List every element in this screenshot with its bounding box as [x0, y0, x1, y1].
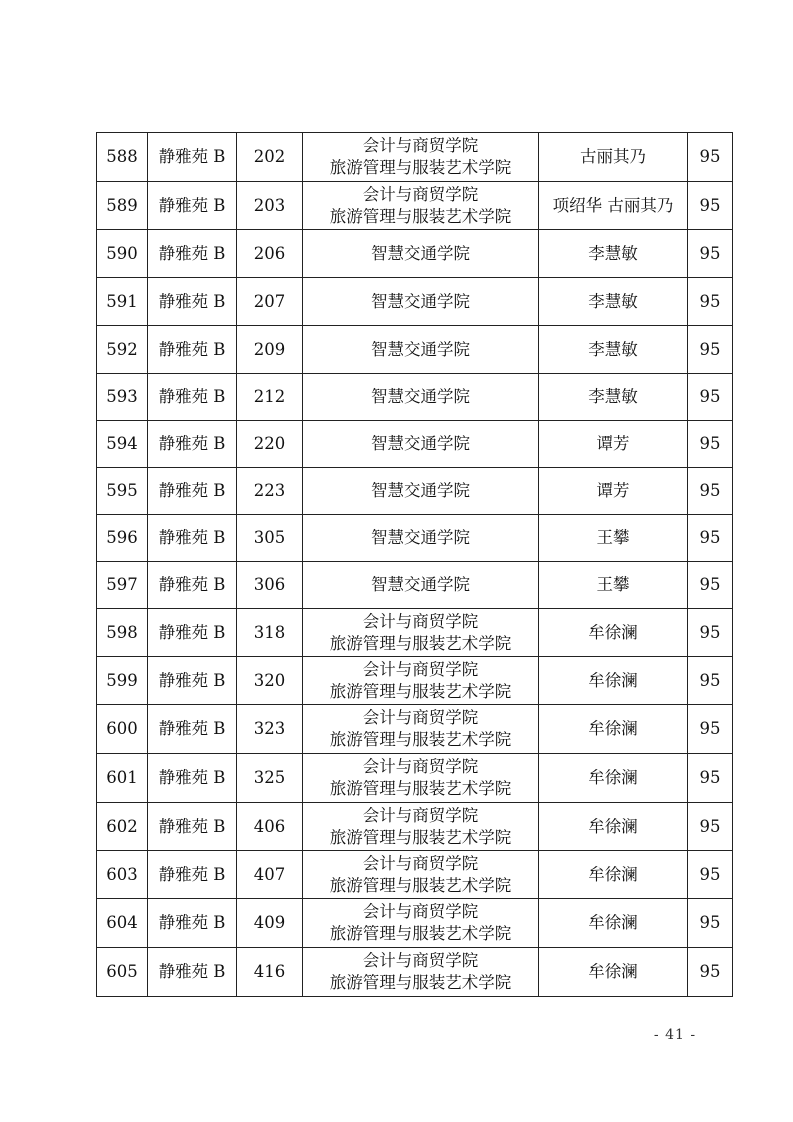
room-cell: 212 [237, 374, 303, 421]
table-body [97, 133, 733, 997]
college-cell [303, 421, 539, 468]
building-cell: 静雅苑 B [148, 515, 237, 562]
college-line: 会计与商贸学院 [362, 951, 479, 970]
table-row [97, 468, 733, 515]
building-cell: 静雅苑 B [148, 657, 237, 705]
score-cell: 95 [688, 899, 733, 948]
college-line: 旅游管理与服装艺术学院 [329, 973, 512, 992]
college-line: 旅游管理与服装艺术学院 [329, 158, 512, 177]
college-cell [303, 133, 539, 182]
college-line: 旅游管理与服装艺术学院 [329, 681, 512, 701]
table-row [97, 705, 733, 754]
building-cell: 静雅苑 B [148, 182, 237, 230]
college-cell [303, 562, 539, 609]
table-row [97, 609, 733, 657]
college-cell [303, 948, 539, 997]
row-number-cell: 592 [97, 326, 148, 374]
building-cell: 静雅苑 B [148, 421, 237, 468]
teacher-cell: 牟徐澜 [539, 657, 688, 705]
score-cell: 95 [688, 468, 733, 515]
row-number-cell: 596 [97, 515, 148, 562]
score-cell: 95 [688, 326, 733, 374]
college-line: 会计与商贸学院 [362, 611, 479, 631]
room-cell: 407 [237, 851, 303, 899]
table-row [97, 421, 733, 468]
college-cell [303, 803, 539, 851]
row-number-cell: 598 [97, 609, 148, 657]
teacher-cell: 牟徐澜 [539, 609, 688, 657]
building-cell: 静雅苑 B [148, 326, 237, 374]
row-number-cell: 595 [97, 468, 148, 515]
table-row [97, 326, 733, 374]
building-cell: 静雅苑 B [148, 803, 237, 851]
college-cell [303, 657, 539, 705]
table-row [97, 374, 733, 421]
score-cell: 95 [688, 609, 733, 657]
room-cell: 318 [237, 609, 303, 657]
college-line: 会计与商贸学院 [362, 757, 479, 776]
college-line: 智慧交通学院 [371, 575, 470, 594]
table-row [97, 230, 733, 278]
row-number-cell: 603 [97, 851, 148, 899]
building-cell: 静雅苑 B [148, 754, 237, 803]
college-line: 智慧交通学院 [371, 339, 470, 359]
room-cell: 203 [237, 182, 303, 230]
row-number-cell: 602 [97, 803, 148, 851]
building-cell: 静雅苑 B [148, 562, 237, 609]
college-line: 智慧交通学院 [371, 528, 470, 547]
score-cell: 95 [688, 851, 733, 899]
teacher-cell: 牟徐澜 [539, 803, 688, 851]
score-cell: 95 [688, 182, 733, 230]
table-row [97, 515, 733, 562]
table-row [97, 182, 733, 230]
college-line: 会计与商贸学院 [362, 853, 479, 873]
building-cell: 静雅苑 B [148, 133, 237, 182]
college-line: 旅游管理与服装艺术学院 [329, 633, 512, 653]
score-cell: 95 [688, 374, 733, 421]
building-cell: 静雅苑 B [148, 899, 237, 948]
teacher-cell: 项绍华 古丽其乃 [539, 182, 688, 230]
college-cell [303, 230, 539, 278]
college-line: 旅游管理与服装艺术学院 [329, 875, 512, 895]
row-number-cell: 605 [97, 948, 148, 997]
row-number-cell: 591 [97, 278, 148, 326]
row-number-cell: 593 [97, 374, 148, 421]
teacher-cell: 王攀 [539, 515, 688, 562]
room-cell: 202 [237, 133, 303, 182]
row-number-cell: 597 [97, 562, 148, 609]
college-line: 智慧交通学院 [371, 434, 470, 453]
college-line: 旅游管理与服装艺术学院 [329, 730, 512, 749]
college-cell [303, 374, 539, 421]
room-cell: 320 [237, 657, 303, 705]
table-row [97, 562, 733, 609]
score-cell: 95 [688, 803, 733, 851]
building-cell: 静雅苑 B [148, 374, 237, 421]
room-cell: 209 [237, 326, 303, 374]
score-cell: 95 [688, 705, 733, 754]
college-cell [303, 182, 539, 230]
college-cell [303, 851, 539, 899]
row-number-cell: 590 [97, 230, 148, 278]
college-line: 智慧交通学院 [371, 387, 470, 406]
room-cell: 416 [237, 948, 303, 997]
teacher-cell: 牟徐澜 [539, 851, 688, 899]
college-cell [303, 899, 539, 948]
room-cell: 306 [237, 562, 303, 609]
table-row [97, 803, 733, 851]
score-cell: 95 [688, 230, 733, 278]
table-row [97, 899, 733, 948]
row-number-cell: 594 [97, 421, 148, 468]
college-line: 旅游管理与服装艺术学院 [329, 924, 512, 943]
college-line: 旅游管理与服装艺术学院 [329, 779, 512, 798]
teacher-cell: 古丽其乃 [539, 133, 688, 182]
score-cell: 95 [688, 421, 733, 468]
college-cell [303, 278, 539, 326]
row-number-cell: 589 [97, 182, 148, 230]
college-line: 旅游管理与服装艺术学院 [329, 827, 512, 847]
dormitory-score-table [96, 132, 733, 997]
building-cell: 静雅苑 B [148, 948, 237, 997]
building-cell: 静雅苑 B [148, 230, 237, 278]
row-number-cell: 600 [97, 705, 148, 754]
row-number-cell: 601 [97, 754, 148, 803]
college-cell [303, 609, 539, 657]
teacher-cell: 李慧敏 [539, 374, 688, 421]
room-cell: 206 [237, 230, 303, 278]
score-cell: 95 [688, 657, 733, 705]
room-cell: 223 [237, 468, 303, 515]
page-number: - 41 - [653, 1027, 697, 1043]
building-cell: 静雅苑 B [148, 278, 237, 326]
row-number-cell: 599 [97, 657, 148, 705]
room-cell: 406 [237, 803, 303, 851]
building-cell: 静雅苑 B [148, 705, 237, 754]
table-row [97, 851, 733, 899]
college-line: 智慧交通学院 [371, 291, 470, 311]
teacher-cell: 李慧敏 [539, 326, 688, 374]
teacher-cell: 李慧敏 [539, 230, 688, 278]
teacher-cell: 牟徐澜 [539, 754, 688, 803]
building-cell: 静雅苑 B [148, 851, 237, 899]
table-row [97, 278, 733, 326]
college-cell [303, 515, 539, 562]
table-row [97, 657, 733, 705]
teacher-cell: 谭芳 [539, 421, 688, 468]
score-cell: 95 [688, 133, 733, 182]
room-cell: 305 [237, 515, 303, 562]
row-number-cell: 604 [97, 899, 148, 948]
teacher-cell: 李慧敏 [539, 278, 688, 326]
college-line: 智慧交通学院 [371, 481, 470, 500]
teacher-cell: 牟徐澜 [539, 899, 688, 948]
score-cell: 95 [688, 278, 733, 326]
college-cell [303, 705, 539, 754]
room-cell: 207 [237, 278, 303, 326]
room-cell: 323 [237, 705, 303, 754]
college-cell [303, 754, 539, 803]
teacher-cell: 牟徐澜 [539, 948, 688, 997]
room-cell: 220 [237, 421, 303, 468]
college-line: 会计与商贸学院 [362, 184, 479, 204]
college-line: 会计与商贸学院 [362, 136, 479, 155]
teacher-cell: 王攀 [539, 562, 688, 609]
score-cell: 95 [688, 754, 733, 803]
score-cell: 95 [688, 515, 733, 562]
building-cell: 静雅苑 B [148, 609, 237, 657]
room-cell: 409 [237, 899, 303, 948]
table-row [97, 133, 733, 182]
room-cell: 325 [237, 754, 303, 803]
teacher-cell: 谭芳 [539, 468, 688, 515]
college-line: 会计与商贸学院 [362, 708, 479, 727]
table-row [97, 948, 733, 997]
college-line: 会计与商贸学院 [362, 659, 479, 679]
teacher-cell: 牟徐澜 [539, 705, 688, 754]
building-cell: 静雅苑 B [148, 468, 237, 515]
college-line: 旅游管理与服装艺术学院 [329, 206, 512, 226]
college-cell [303, 326, 539, 374]
row-number-cell: 588 [97, 133, 148, 182]
table-row [97, 754, 733, 803]
college-line: 会计与商贸学院 [362, 902, 479, 921]
college-line: 会计与商贸学院 [362, 805, 479, 825]
score-cell: 95 [688, 948, 733, 997]
college-line: 智慧交通学院 [371, 243, 470, 263]
college-cell [303, 468, 539, 515]
score-cell: 95 [688, 562, 733, 609]
